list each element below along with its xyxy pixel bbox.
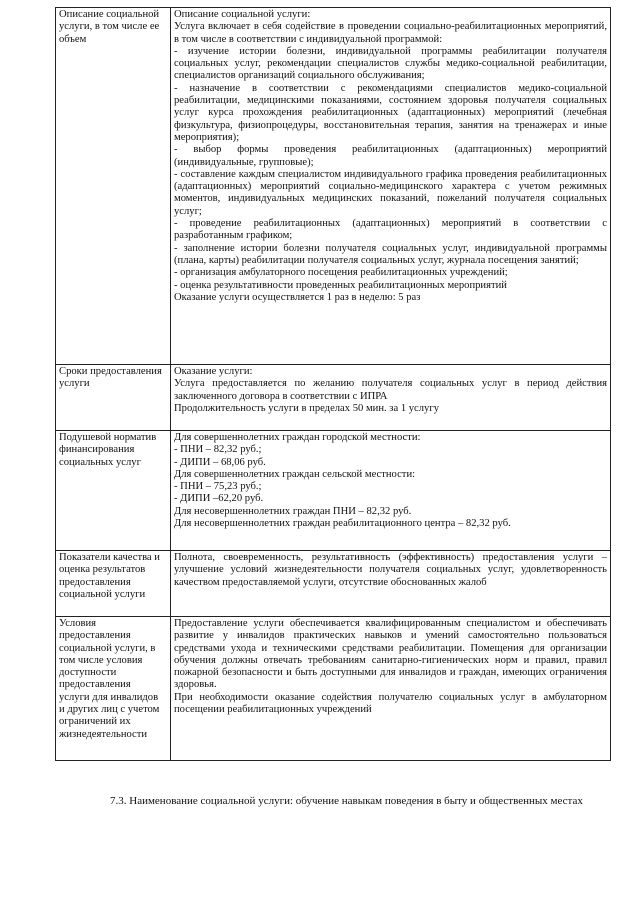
table-row [56,551,611,617]
table-row [56,431,611,551]
row-content-quality: Полнота, своевременность, результативность (эффективность) предоставления услуги – улучшение условий жизнедеятельности получателя социальных услуг, удовлетворенность качеством предоставляемой услуги, отсутствие обоснованных жалоб [171,551,611,617]
table-row [56,8,611,365]
table-row [56,617,611,761]
row-content-description: Описание социальной услуги: Услуга включает в себя содействие в проведении социально-реабилитационных мероприятий, в том числе в соответствии с индивидуальной программой: - изучение истории болезни, индивидуальной программы реабилитации получателя социальных услуг, рекомендации специалистов службы медико-социальной реабилитации, специалистов организаций социального обслуживания; - назначение в соответствии с рекомендациями специалистов медико-социальной реабилитации, медицинскими показаниями, состоянием здоровья получателя социальных услуг курса прохождения реабилитационных (адаптационных) мероприятий (лечебная физкультура, физиопроцедуры, восстановительная терапия, занятия на тренажерах и иные мероприятия); - выбор формы проведения реабилитационных (адаптационных) мероприятий (индивидуальные, групповые); - составление каждым специалистом индивидуального графика проведения реабилитационных (адаптационных) мероприятий социально-медицинского характера с учетом режимных моментов, индивидуальных медицинских показаний, пожеланий получателя социальных услуг; - проведение реабилитационных (адаптационных) мероприятий в соответствии с разработанным графиком; - заполнение истории болезни получателя социальных услуг, индивидуальной программы (плана, карты) реабилитации получателя социальных услуг, журнала посещения занятий; - организация амбулаторного посещения реабилитационных учреждений; - оценка результативности проведенных реабилитационных мероприятий Оказание услуги осуществляется 1 раз в неделю: 5 раз [171,8,611,365]
row-label-conditions: Условия предоставления социальной услуги, в том числе условия доступности предоставления услуги для инвалидов и других лиц с учетом ограничений их жизнедеятельности [56,617,171,761]
row-content-terms: Оказание услуги: Услуга предоставляется по желанию получателя социальных услуг в период действия заключенного договора в соответствии с ИПРА Продолжительность услуги в пределах 50 мин. за 1 услугу [171,365,611,431]
row-content-financing: Для совершеннолетних граждан городской местности: - ПНИ – 82,32 руб.; - ДИПИ – 68,06 руб. Для совершеннолетних граждан сельской местности: - ПНИ – 75,23 руб.; - ДИПИ –62,20 руб. Для несовершеннолетних граждан ПНИ – 82,32 руб. Для несовершеннолетних граждан реабилитационного центра – 82,32 руб. [171,431,611,551]
row-label-quality: Показатели качества и оценка результатов предоставления социальной услуги [56,551,171,617]
row-label-description: Описание социальной услуги, в том числе ее объем [56,8,171,365]
section-heading-7-3: 7.3. Наименование социальной услуги: обучение навыкам поведения в быту и общественных местах [110,795,583,807]
row-content-conditions: Предоставление услуги обеспечивается квалифицированным специалистом и обеспечивать развитие у инвалидов практических навыков и умений самостоятельно пользоваться средствами ухода и техническими средствами реабилитации. Помещения для организации обучения должны отвечать требованиям санитарно-гигиенических норм и правил, правил пожарной безопасности и быть доступными для инвалидов и граждан, имеющих ограничения здоровья. При необходимости оказание содействия получателю социальных услуг в амбулаторном посещении реабилитационных учреждений [171,617,611,761]
table-row [56,365,611,431]
row-label-terms: Сроки предоставления услуги [56,365,171,431]
service-table [55,7,611,761]
row-label-financing: Подушевой норматив финансирования социальных услуг [56,431,171,551]
